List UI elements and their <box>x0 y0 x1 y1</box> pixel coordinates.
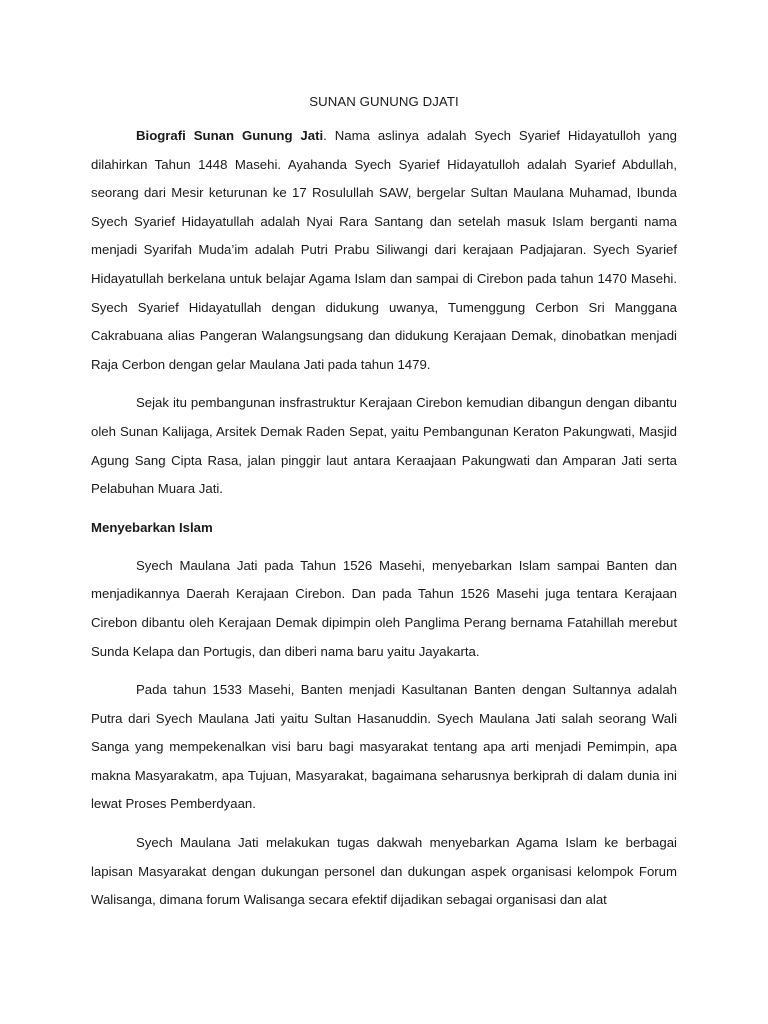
biography-text: . Nama aslinya adalah Syech Syarief Hidayatulloh yang dilahirkan Tahun 1448 Masehi. Ayahanda Syech Syarief Hidayatulloh adalah Syarief Abdullah, seorang dari Mesir keturunan ke 17 Rosulullah SAW, bergelar Sultan Maulana Muhamad, Ibunda Syech Syarief Hidayatullah adalah Nyai Rara Santang dan setelah masuk Islam berganti nama menjadi Syarifah Muda’im adalah Putri Prabu Siliwangi dari kerajaan Padjajaran. Syech Syarief Hidayatullah berkelana untuk belajar Agama Islam dan sampai di Cirebon pada tahun 1470 Masehi. Syech Syarief Hidayatullah dengan didukung uwanya, Tumenggung Cerbon Sri Manggana Cakrabuana alias Pangeran Walangsungsang dan didukung Kerajaan Demak, dinobatkan menjadi Raja Cerbon dengan gelar Maulana Jati pada tahun 1479. <box>91 128 677 372</box>
document-title: SUNAN GUNUNG DJATI <box>309 94 459 109</box>
paragraph-dakwah: Syech Maulana Jati melakukan tugas dakwah menyebarkan Agama Islam ke berbagai lapisan Masyarakat dengan dukungan personel dan dukungan aspek organisasi kelompok Forum Walisanga, dimana forum Walisanga secara efektif dijadikan sebagai organisasi dan alat <box>91 835 677 908</box>
paragraph-kasultanan: Pada tahun 1533 Masehi, Banten menjadi Kasultanan Banten dengan Sultannya adalah Putra dari Syech Maulana Jati yaitu Sultan Hasanuddin. Syech Maulana Jati salah seorang Wali Sanga yang mempekenalkan visi baru bagi masyarakat tentang apa arti menjadi Pemimpin, apa makna Masyarakatm, apa Tujuan, Masyarakat, bagaimana seharusnya berkiprah di dalam dunia ini lewat Proses Pemberdyaan. <box>91 682 677 812</box>
paragraph-biography <box>91 122 677 379</box>
document-body <box>91 92 677 915</box>
biography-lead: Biografi Sunan Gunung Jati <box>136 128 324 143</box>
section-heading-menyebarkan-islam: Menyebarkan Islam <box>91 519 213 535</box>
paragraph-infrastructure: Sejak itu pembangunan insfrastruktur Kerajaan Cirebon kemudian dibangun dengan dibantu oleh Sunan Kalijaga, Arsitek Demak Raden Sepat, yaitu Pembangunan Keraton Pakungwati, Masjid Agung Sang Cipta Rasa, jalan pinggir laut antara Keraajaan Pakungwati dan Amparan Jati serta Pelabuhan Muara Jati. <box>91 395 677 497</box>
paragraph-banten: Syech Maulana Jati pada Tahun 1526 Masehi, menyebarkan Islam sampai Banten dan menjadikannya Daerah Kerajaan Cirebon. Dan pada Tahun 1526 Masehi juga tentara Kerajaan Cirebon dibantu oleh Kerajaan Demak dipimpin oleh Panglima Perang bernama Fatahillah merebut Sunda Kelapa dan Portugis, dan diberi nama baru yaitu Jayakarta. <box>91 557 677 659</box>
